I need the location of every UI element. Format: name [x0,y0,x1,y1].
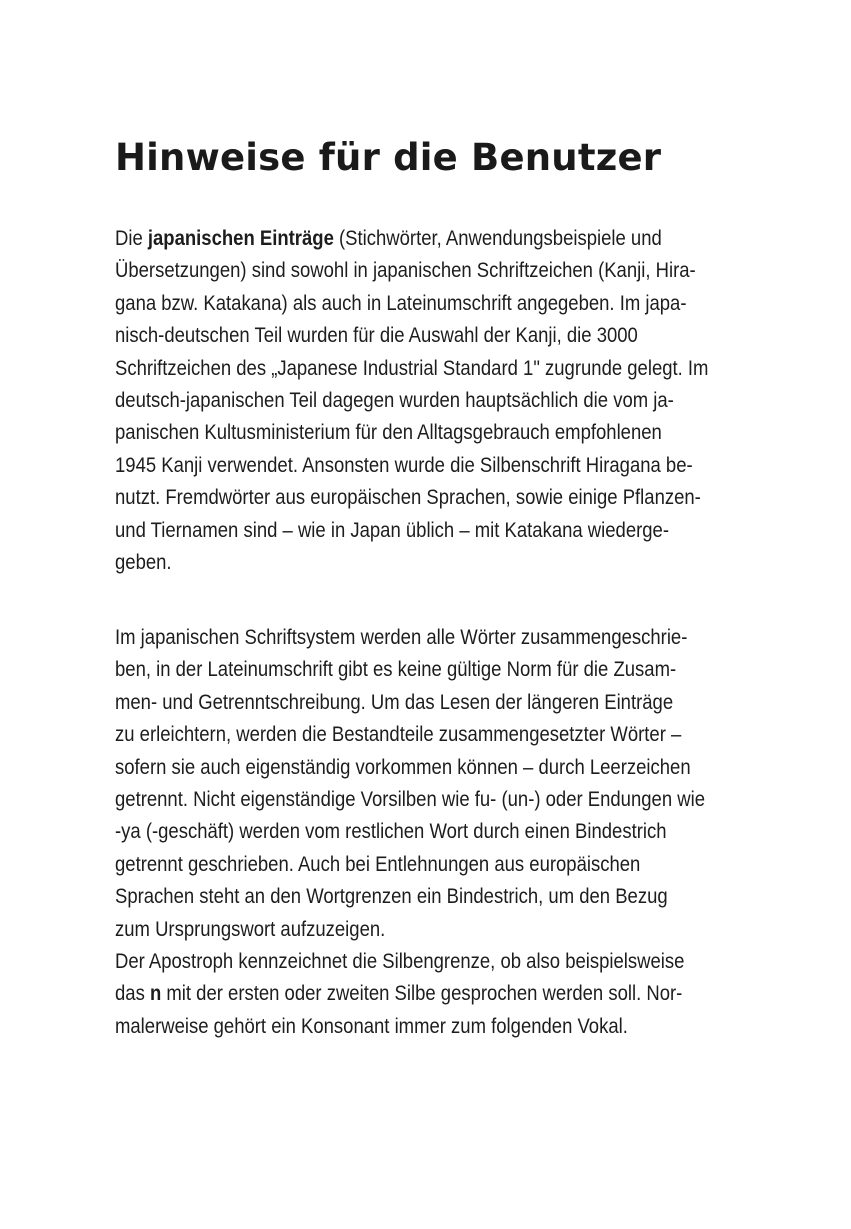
text-line: ben, in der Lateinumschrift gibt es keine gültige Norm für die Zusam- [115,657,677,682]
text-line: zum Ursprungswort aufzuzeigen. [115,916,386,941]
text-line: gana bzw. Katakana) als auch in Lateinumschrift angegeben. Im japa- [115,290,687,315]
text-line: zu erleichtern, werden die Bestandteile zusammengesetzter Wörter – [115,722,682,747]
text-line: nisch-deutschen Teil wurden für die Auswahl der Kanji, die 3000 [115,323,638,348]
text-line: nutzt. Fremdwörter aus europäischen Sprachen, sowie einige Pflanzen- [115,485,701,510]
page-title: Hinweise für die Benutzer [115,136,662,179]
text-line: panischen Kultusministerium für den Alltagsgebrauch empfohlenen [115,420,662,445]
text-line: und Tiernamen sind – wie in Japan üblich – mit Katakana wiederge- [115,517,670,542]
text-segment: Die [115,226,148,250]
paragraph-writing-system [115,621,795,1042]
text-segment: (Stichwörter, Anwendungsbeispiele und [333,226,662,250]
text-line: getrennt. Nicht eigenständige Vorsilben wie fu- (un-) oder Endungen wie [115,786,705,811]
text-line: Im japanischen Schriftsystem werden alle Wörter zusammengeschrie- [115,625,688,649]
text-line [115,977,700,1009]
text-line: geben. [115,549,172,574]
text-line [115,222,700,254]
text-line: sofern sie auch eigenständig vorkommen können – durch Leerzeichen [115,754,691,779]
text-line: 1945 Kanji verwendet. Ansonsten wurde die Silbenschrift Hiragana be- [115,452,693,477]
text-line: -ya (-geschäft) werden vom restlichen Wort durch einen Bindestrich [115,819,667,844]
text-segment: mit der ersten oder zweiten Silbe gesprochen werden soll. Nor- [161,981,683,1006]
text-line: getrennt geschrieben. Auch bei Entlehnungen aus europäischen [115,851,641,876]
bold-letter-n: n [149,981,162,1006]
paragraph-japanese-entries [115,222,795,578]
text-line: malerweise gehört ein Konsonant immer zum folgenden Vokal. [115,1013,628,1038]
text-line: Sprachen steht an den Wortgrenzen ein Bindestrich, um den Bezug [115,884,668,909]
text-line: Schriftzeichen des „Japanese Industrial Standard 1" zugrunde gelegt. Im [115,355,709,380]
bold-term-japanese-entries: japanischen Einträge [147,226,334,250]
text-line: deutsch-japanischen Teil dagegen wurden hauptsächlich die vom ja- [115,387,674,412]
text-line: Der Apostroph kennzeichnet die Silbengrenze, ob also beispielsweise [115,948,685,973]
text-line: Übersetzungen) sind sowohl in japanischen Schriftzeichen (Kanji, Hira- [115,258,696,283]
text-line: men- und Getrenntschreibung. Um das Lesen der längeren Einträge [115,689,674,714]
text-segment: das [115,981,150,1006]
